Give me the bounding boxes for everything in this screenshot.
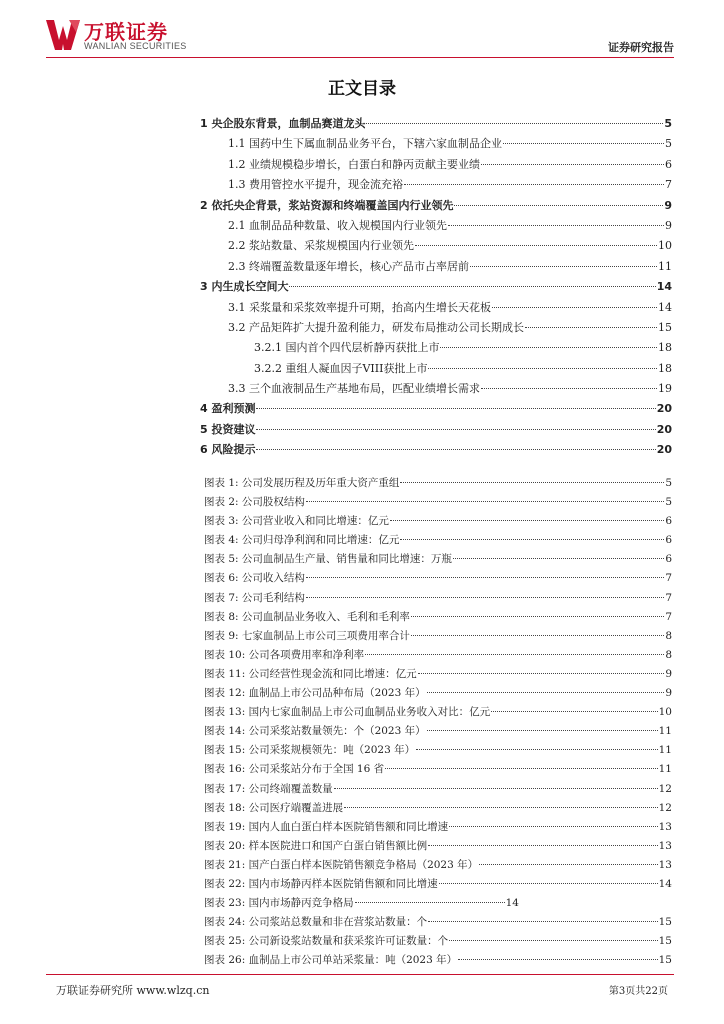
toc-entry[interactable] [200, 380, 672, 400]
entry-page-number: 5 [664, 117, 672, 130]
toc-entry[interactable] [200, 319, 672, 339]
toc-entry[interactable] [204, 570, 672, 589]
toc-entry[interactable] [204, 819, 672, 838]
entry-title: 图表 3: 公司营业收入和同比增速：亿元 [204, 515, 389, 528]
dot-leader [440, 347, 657, 348]
entry-page-number: 15 [658, 954, 672, 967]
entry-title: 图表 1: 公司发展历程及历年重大资产重组 [204, 477, 400, 489]
toc-entry[interactable] [204, 761, 672, 780]
entry-title: 1 央企股东背景，血制品赛道龙头 [200, 117, 366, 130]
toc-entry[interactable] [200, 197, 672, 217]
toc-entry[interactable] [204, 952, 672, 971]
entry-page-number: 7 [665, 572, 672, 585]
entry-title: 3.2.1 国内首个四代层析静丙获批上市 [254, 341, 440, 355]
entry-title: 图表 16: 公司采浆站分布于全国 16 省 [204, 763, 385, 776]
dot-leader [334, 788, 658, 789]
entry-page-number: 14 [656, 280, 672, 294]
entry-title: 2.1 血制品品种数量、收入规模国内行业领先 [228, 218, 447, 232]
wanlian-logo-icon [46, 18, 80, 52]
entry-page-number: 10 [658, 239, 672, 253]
dot-leader [454, 205, 663, 206]
entry-title: 3.2 产品矩阵扩大提升盈利能力，研发布局推动公司长期成长 [228, 320, 524, 334]
dot-leader [411, 635, 664, 636]
dot-leader [439, 883, 658, 884]
toc-entry[interactable] [204, 876, 672, 895]
entry-title: 2.3 终端覆盖数量逐年增长，核心产品市占率居前 [228, 259, 469, 273]
entry-page-number: 9 [665, 687, 672, 700]
toc-entry[interactable] [204, 666, 672, 685]
entry-page-number: 12 [658, 782, 672, 795]
toc-entry[interactable] [204, 914, 672, 933]
dot-leader [479, 864, 657, 865]
toc-entry[interactable] [200, 135, 672, 155]
entry-page-number: 5 [665, 477, 672, 489]
dot-leader [428, 921, 658, 922]
toc-entry[interactable] [204, 781, 672, 800]
entry-title: 3 内生成长空间大 [200, 280, 289, 294]
toc-entry[interactable] [200, 115, 672, 135]
entry-page-number: 19 [658, 382, 672, 396]
entry-page-number: 7 [665, 178, 672, 192]
table-of-contents [200, 115, 672, 462]
dot-leader [449, 940, 658, 941]
entry-page-number: 6 [665, 515, 672, 528]
toc-entry[interactable] [200, 400, 672, 420]
toc-entry[interactable] [204, 475, 672, 494]
entry-title: 图表 4: 公司归母净利润和同比增速：亿元 [204, 534, 400, 547]
footer-divider [46, 974, 674, 975]
dot-leader [306, 577, 664, 578]
toc-entry[interactable] [204, 609, 672, 628]
entry-page-number: 10 [658, 706, 672, 719]
dot-leader [491, 711, 658, 712]
toc-entry[interactable] [200, 217, 672, 237]
dot-leader [428, 845, 658, 846]
logo-chinese-name: 万联证券 [84, 20, 168, 44]
entry-page-number: 14 [505, 897, 519, 910]
entry-page-number: 12 [658, 801, 672, 814]
entry-page-number: 18 [658, 361, 672, 375]
toc-entry[interactable] [204, 685, 672, 704]
entry-page-number: 18 [658, 341, 672, 355]
entry-title: 图表 9: 七家血制品上市公司三项费用率合计 [204, 629, 410, 642]
entry-title: 2 依托央企背景，浆站资源和终端覆盖国内行业领先 [200, 198, 454, 212]
entry-title: 1.2 业绩规模稳步增长，白蛋白和静丙贡献主要业绩 [228, 157, 480, 171]
dot-leader [453, 558, 664, 559]
toc-entry[interactable] [204, 704, 672, 723]
entry-page-number: 8 [665, 629, 672, 642]
dot-leader [400, 482, 664, 483]
toc-entry[interactable] [204, 895, 672, 914]
entry-page-number: 14 [658, 300, 672, 314]
dot-leader [525, 327, 657, 328]
entry-title: 3.3 三个血液制品生产基地布局，匹配业绩增长需求 [228, 382, 480, 396]
dot-leader [256, 449, 655, 450]
dot-leader [470, 266, 657, 267]
entry-page-number: 5 [665, 137, 672, 151]
entry-title: 图表 22: 国内市场静丙样本医院销售额和同比增速 [204, 877, 438, 890]
toc-entry[interactable] [200, 237, 672, 257]
entry-title: 1.1 国药中生下属血制品业务平台，下辖六家血制品企业 [228, 137, 502, 151]
entry-page-number: 13 [658, 820, 672, 833]
dot-leader [449, 826, 658, 827]
entry-title: 图表 14: 公司采浆站数量领先：个（2023 年） [204, 725, 426, 738]
toc-entry[interactable] [200, 441, 672, 461]
dot-leader [365, 654, 664, 655]
entry-title: 4 盈利预测 [200, 402, 256, 416]
entry-page-number: 14 [658, 877, 672, 890]
dot-leader [448, 225, 664, 226]
entry-page-number: 11 [658, 763, 672, 776]
entry-page-number: 13 [658, 839, 672, 852]
entry-page-number: 15 [658, 916, 672, 929]
toc-entry[interactable] [204, 742, 672, 761]
entry-page-number: 11 [658, 725, 672, 738]
list-of-figures [204, 475, 672, 971]
header-divider [46, 57, 674, 58]
dot-leader [256, 408, 655, 409]
dot-leader [344, 807, 658, 808]
dot-leader [289, 286, 655, 287]
entry-title: 图表 21: 国产白蛋白样本医院销售额竞争格局（2023 年） [204, 858, 479, 871]
entry-title: 3.2.2 重组人凝血因子VIII获批上市 [254, 361, 428, 375]
entry-title: 图表 7: 公司毛利结构 [204, 591, 305, 604]
entry-title: 图表 15: 公司采浆规模领先：吨（2023 年） [204, 744, 416, 757]
entry-title: 6 风险提示 [200, 443, 256, 457]
entry-page-number: 15 [658, 935, 672, 948]
dot-leader [427, 730, 658, 731]
page-number: 第3页共22页 [608, 986, 668, 997]
dot-leader [481, 388, 657, 389]
entry-title: 图表 2: 公司股权结构 [204, 496, 305, 509]
toc-entry[interactable] [204, 800, 672, 819]
entry-page-number: 8 [665, 648, 672, 661]
entry-page-number: 7 [665, 610, 672, 623]
entry-title: 3.1 采浆量和采浆效率提升可期，抬高内生增长天花板 [228, 300, 491, 314]
entry-title: 图表 25: 公司新设浆站数量和获采浆许可证数量：个 [204, 935, 449, 948]
toc-entry[interactable] [204, 933, 672, 952]
toc-entry[interactable] [200, 421, 672, 441]
entry-title: 图表 19: 国内人血白蛋白样本医院销售额和同比增速 [204, 820, 449, 833]
toc-entry[interactable] [204, 513, 672, 532]
report-type-label: 证券研究报告 [608, 41, 674, 54]
entry-title: 图表 11: 公司经营性现金流和同比增速：亿元 [204, 667, 417, 680]
toc-entry[interactable] [204, 551, 672, 570]
entry-page-number: 9 [664, 198, 672, 212]
entry-title: 图表 8: 公司血制品业务收入、毛利和毛利率 [204, 610, 410, 623]
entry-page-number: 9 [665, 667, 672, 680]
toc-entry[interactable] [200, 258, 672, 278]
entry-title: 图表 23: 国内市场静丙竞争格局 [204, 897, 354, 910]
dot-leader [256, 429, 655, 430]
entry-page-number: 9 [665, 218, 672, 232]
entry-page-number: 15 [658, 320, 672, 334]
entry-page-number: 20 [656, 422, 672, 436]
entry-title: 图表 17: 公司终端覆盖数量 [204, 782, 333, 795]
toc-entry[interactable] [200, 176, 672, 196]
toc-entry[interactable] [204, 647, 672, 666]
toc-entry[interactable] [204, 628, 672, 647]
dot-leader [481, 164, 664, 165]
toc-entry[interactable] [200, 156, 672, 176]
dot-leader [416, 749, 657, 750]
entry-title: 5 投资建议 [200, 422, 256, 436]
entry-page-number: 6 [665, 157, 672, 171]
dot-leader [503, 143, 664, 144]
logo-english-name: WANLIAN SECURITIES [84, 41, 187, 51]
entry-page-number: 5 [665, 496, 672, 509]
entry-title: 图表 6: 公司收入结构 [204, 572, 305, 585]
entry-page-number: 11 [658, 744, 672, 757]
entry-title: 1.3 费用管控水平提升，现金流充裕 [228, 178, 403, 192]
dot-leader [385, 768, 658, 769]
entry-title: 图表 18: 公司医疗端覆盖进展 [204, 801, 344, 814]
entry-page-number: 6 [665, 553, 672, 566]
toc-entry[interactable] [200, 278, 672, 298]
entry-title: 图表 12: 血制品上市公司品种布局（2023 年） [204, 687, 426, 700]
dot-leader [492, 307, 657, 308]
entry-page-number: 20 [656, 402, 672, 416]
entry-title: 图表 13: 国内七家血制品上市公司血制品业务收入对比：亿元 [204, 706, 491, 719]
entry-page-number: 13 [658, 858, 672, 871]
footer-source: 万联证券研究所 www.wlzq.cn [56, 984, 210, 997]
entry-title: 图表 24: 公司浆站总数量和非在营浆站数量：个 [204, 916, 428, 929]
dot-leader [400, 539, 664, 540]
dot-leader [366, 123, 663, 124]
entry-page-number: 11 [658, 259, 672, 273]
dot-leader [404, 184, 664, 185]
toc-entry[interactable] [204, 532, 672, 551]
toc-entry[interactable] [200, 360, 672, 380]
toc-title: 正文目录 [328, 79, 396, 99]
dot-leader [428, 368, 657, 369]
toc-entry[interactable] [204, 838, 672, 857]
toc-entry[interactable] [200, 299, 672, 319]
toc-entry[interactable] [204, 494, 672, 513]
toc-entry[interactable] [200, 339, 672, 359]
dot-leader [306, 501, 664, 502]
entry-page-number: 7 [665, 591, 672, 604]
toc-entry[interactable] [204, 723, 672, 742]
dot-leader [427, 692, 665, 693]
page-header [46, 16, 674, 58]
toc-entry[interactable] [204, 590, 672, 609]
entry-title: 图表 5: 公司血制品生产量、销售量和同比增速：万瓶 [204, 553, 452, 566]
dot-leader [355, 902, 505, 903]
entry-title: 2.2 浆站数量、采浆规模国内行业领先 [228, 239, 414, 253]
entry-page-number: 20 [656, 443, 672, 457]
entry-title: 图表 20: 样本医院进口和国产白蛋白销售额比例 [204, 839, 428, 852]
entry-page-number: 6 [665, 534, 672, 547]
dot-leader [418, 673, 665, 674]
dot-leader [390, 520, 664, 521]
entry-title: 图表 26: 血制品上市公司单站采浆量：吨（2023 年） [204, 954, 458, 967]
toc-entry[interactable] [204, 857, 672, 876]
entry-title: 图表 10: 公司各项费用率和净利率 [204, 648, 365, 661]
dot-leader [411, 616, 664, 617]
dot-leader [306, 597, 664, 598]
dot-leader [458, 959, 657, 960]
dot-leader [415, 245, 657, 246]
